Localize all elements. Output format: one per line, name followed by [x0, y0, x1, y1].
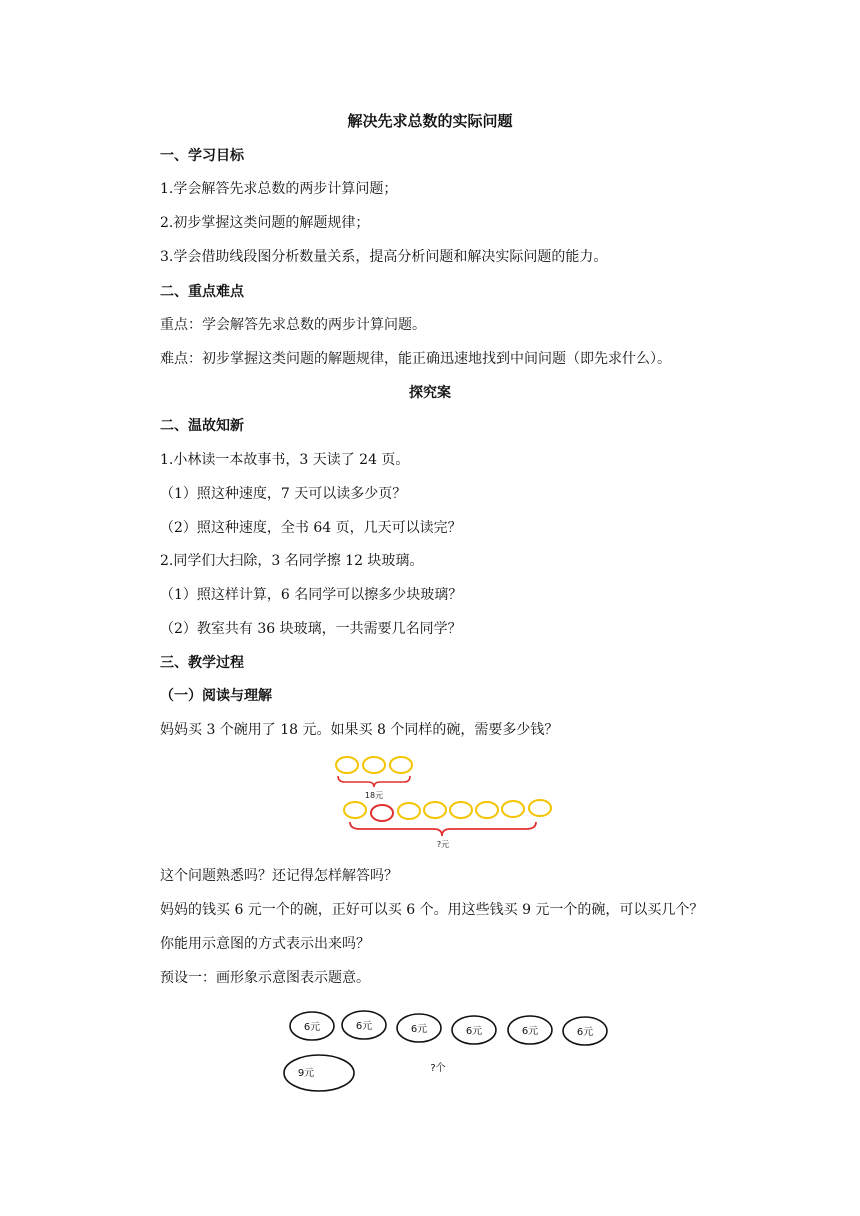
bowl-oval-bottom-1 — [344, 802, 366, 818]
document-title: 解决先求总数的实际问题 — [347, 112, 513, 130]
svg-text:9元: 9元 — [297, 1068, 315, 1079]
price-diagram — [280, 1005, 620, 1100]
goal-item-1: 1.学会解答先求总数的两步计算问题； — [160, 181, 398, 197]
brace-bottom — [350, 822, 536, 836]
review-question-1b: （2）照这种速度，全书 64 页，几天可以读完？ — [160, 520, 462, 536]
bowl-oval-bottom-8 — [529, 800, 551, 816]
review-question-2a: （1）照这样计算，6 名同学可以擦多少块玻璃？ — [160, 587, 463, 603]
six-yuan-oval-1 — [290, 1012, 334, 1040]
bowl-oval-top-3 — [390, 757, 412, 773]
familiar-question: 这个问题熟悉吗？还记得怎样解答吗？ — [160, 868, 398, 884]
subtitle-exploration: 探究案 — [409, 385, 451, 401]
svg-text:6元: 6元 — [410, 1024, 428, 1035]
unknown-count-label: ?个 — [430, 1063, 446, 1074]
bowl-oval-bottom-3 — [398, 803, 420, 819]
svg-text:6元: 6元 — [576, 1027, 594, 1038]
section-heading-review: 二、温故知新 — [160, 418, 244, 434]
bowl-oval-bottom-5 — [450, 802, 472, 818]
top-total-label: 18元 — [364, 791, 384, 800]
bottom-total-label: ?元 — [436, 840, 450, 849]
bowl-oval-bottom-4 — [424, 802, 446, 818]
key-point-text: 重点：学会解答先求总数的两步计算问题。 — [160, 317, 426, 333]
six-yuan-oval-6 — [563, 1017, 607, 1045]
nine-yuan-oval — [284, 1055, 354, 1091]
six-yuan-oval-4 — [452, 1016, 496, 1044]
bowl-oval-top-2 — [363, 757, 385, 773]
sub-heading-reading: （一）阅读与理解 — [160, 688, 272, 704]
six-yuan-oval-5 — [508, 1016, 552, 1044]
review-question-2b: （2）教室共有 36 块玻璃，一共需要几名同学？ — [160, 621, 462, 637]
six-yuan-oval-3 — [397, 1014, 441, 1042]
svg-text:6元: 6元 — [303, 1022, 321, 1033]
problem-bowls: 妈妈买 3 个碗用了 18 元。如果买 8 个同样的碗，需要多少钱？ — [160, 722, 559, 738]
review-question-2: 2.同学们大扫除，3 名同学擦 12 块玻璃。 — [160, 553, 424, 569]
preset-one: 预设一：画形象示意图表示题意。 — [160, 970, 370, 986]
bowl-oval-top-1 — [336, 757, 358, 773]
goal-item-2: 2.初步掌握这类问题的解题规律； — [160, 215, 370, 231]
section-heading-process: 三、教学过程 — [160, 655, 244, 671]
problem-budget: 妈妈的钱买 6 元一个的碗，正好可以买 6 个。用这些钱买 9 元一个的碗，可以买几个？ — [160, 902, 704, 918]
brace-top — [338, 776, 410, 787]
svg-text:6元: 6元 — [521, 1026, 539, 1037]
bowl-diagram — [330, 750, 560, 855]
section-heading-key-points: 二、重点难点 — [160, 284, 244, 300]
bowl-oval-bottom-7 — [502, 801, 524, 817]
difficulty-text: 难点：初步掌握这类问题的解题规律，能正确迅速地找到中间问题（即先求什么）。 — [160, 351, 671, 367]
svg-text:6元: 6元 — [355, 1021, 373, 1032]
six-yuan-oval-2 — [342, 1011, 386, 1039]
review-question-1: 1.小林读一本故事书，3 天读了 24 页。 — [160, 452, 410, 468]
bowl-oval-bottom-6 — [476, 802, 498, 818]
svg-text:6元: 6元 — [465, 1026, 483, 1037]
bowl-oval-bottom-2 — [371, 805, 393, 821]
goal-item-3: 3.学会借助线段图分析数量关系，提高分析问题和解决实际问题的能力。 — [160, 249, 608, 265]
section-heading-goals: 一、学习目标 — [160, 148, 244, 164]
diagram-question: 你能用示意图的方式表示出来吗？ — [160, 936, 370, 952]
review-question-1a: （1）照这种速度，7 天可以读多少页？ — [160, 486, 407, 502]
